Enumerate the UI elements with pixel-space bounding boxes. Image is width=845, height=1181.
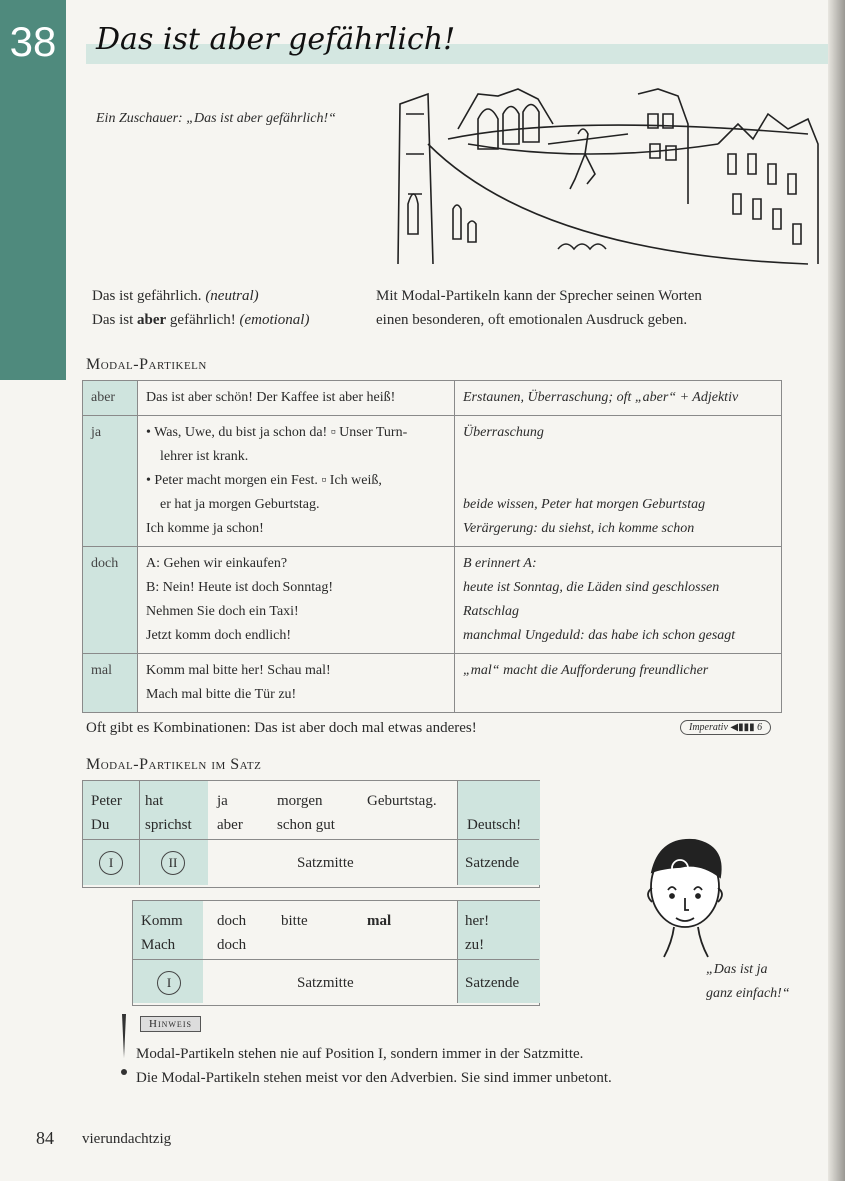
intro-line2-a: Das ist <box>92 312 137 328</box>
chapter-number: 38 <box>9 18 57 65</box>
example-line: Jetzt komm doch endlich! <box>146 628 292 643</box>
position-marker: I <box>157 971 181 995</box>
imperativ-reference-badge[interactable]: Imperativ ◀▮▮▮ 6 <box>680 720 771 735</box>
intro-left <box>92 284 309 332</box>
intro-line2-c: gefährlich! <box>166 312 240 328</box>
description-line: Überraschung <box>463 425 544 440</box>
satzmitte-label: Satzmitte <box>297 975 354 991</box>
page-number: 84 <box>36 1128 54 1148</box>
example-cell <box>138 547 455 654</box>
sentence-word: doch <box>217 913 247 929</box>
intro-right-line2: einen besonderen, oft emotionalen Ausdruck geben. <box>376 312 688 328</box>
intro-line2-note: (emotional) <box>239 312 310 328</box>
sentence-word: her! <box>465 913 490 929</box>
sentence-word: zu! <box>465 937 485 953</box>
sentence-word: aber <box>217 817 243 833</box>
section-heading-modal-partikeln: Modal-Partikeln <box>86 356 207 373</box>
particle-key: mal <box>83 654 138 713</box>
table-row <box>83 654 782 713</box>
description-line: Ratschlag <box>463 604 519 619</box>
intro-line2-b: aber <box>137 312 167 328</box>
sentence-word: ja <box>217 793 228 809</box>
speech-bubble-text <box>706 958 790 1006</box>
speech-line: ganz einfach!“ <box>706 986 790 1001</box>
sentence-word: schon gut <box>277 817 335 833</box>
example-line: • Was, Uwe, du bist ja schon da! ▫ Unser Turn- <box>146 425 408 440</box>
example-cell: Das ist aber schön! Der Kaffee ist aber heiß! <box>138 381 455 416</box>
sentence-word: Peter <box>91 793 122 809</box>
sentence-word: Deutsch! <box>467 817 522 833</box>
example-line: Mach mal bitte die Tür zu! <box>146 687 297 702</box>
satzmitte-label: Satzmitte <box>297 855 354 871</box>
sentence-word: mal <box>367 913 392 929</box>
table-row <box>83 381 782 416</box>
table-row <box>83 547 782 654</box>
intro-right-line1: Mit Modal-Partikeln kann der Sprecher seinen Worten <box>376 288 702 304</box>
sentence-word: morgen <box>277 793 323 809</box>
example-line: Ich komme ja schon! <box>146 521 264 536</box>
speech-line: „Das ist ja <box>706 962 768 977</box>
example-line: lehrer ist krank. <box>160 449 249 464</box>
exclamation-icon <box>112 1012 134 1082</box>
description-line: B erinnert A: <box>463 556 537 571</box>
hint-line-1: Modal-Partikeln stehen nie auf Position I, sondern immer in der Satzmitte. <box>136 1046 584 1062</box>
position-marker: II <box>161 851 185 875</box>
example-line: B: Nein! Heute ist doch Sonntag! <box>146 580 334 595</box>
sentence-word: bitte <box>281 913 308 929</box>
sentence-word: hat <box>145 793 164 809</box>
combination-note: Oft gibt es Kombinationen: Das ist aber doch mal etwas anderes! <box>86 720 477 736</box>
modal-particles-table <box>82 380 782 713</box>
example-line: er hat ja morgen Geburtstag. <box>160 497 320 512</box>
intro-line1-note: (neutral) <box>205 288 259 304</box>
sentence-word: Du <box>91 817 110 833</box>
hint-label: Hinweis <box>140 1016 201 1032</box>
sentence-word: doch <box>217 937 247 953</box>
intro-line1: Das ist gefährlich. <box>92 288 202 304</box>
page-number-word: vierundachtzig <box>82 1131 172 1147</box>
description-line: beide wissen, Peter hat morgen Geburtstag <box>463 497 706 512</box>
example-line: • Peter macht morgen ein Fest. ▫ Ich weiß, <box>146 473 382 488</box>
sentence-position-table-1 <box>82 780 540 888</box>
sentence-position-table-2 <box>132 900 540 1006</box>
intro-right <box>376 284 702 332</box>
description-cell <box>455 547 782 654</box>
example-line: A: Gehen wir einkaufen? <box>146 556 288 571</box>
description-cell: Erstaunen, Überraschung; oft „aber“ + Adjektiv <box>455 381 782 416</box>
tightrope-walker-illustration <box>388 84 823 274</box>
particle-key: ja <box>83 416 138 547</box>
illustration-caption: Ein Zuschauer: „Das ist aber gefährlich!“ <box>96 111 336 126</box>
sentence-word: Mach <box>141 937 176 953</box>
hint-text <box>136 1042 612 1090</box>
description-cell: „mal“ macht die Aufforderung freundlicher <box>455 654 782 713</box>
description-cell <box>455 416 782 547</box>
hint-line-2: Die Modal-Partikeln stehen meist vor den Adverbien. Sie sind immer unbetont. <box>136 1070 612 1086</box>
satzende-label: Satzende <box>465 855 520 871</box>
example-line: Komm mal bitte her! Schau mal! <box>146 663 331 678</box>
page-gutter-shadow <box>828 0 845 1181</box>
sentence-word: sprichst <box>145 817 192 833</box>
description-line: Verärgerung: du siehst, ich komme schon <box>463 521 695 536</box>
satzende-label: Satzende <box>465 975 520 991</box>
page-title: Das ist aber gefährlich! <box>96 22 456 57</box>
example-line: Nehmen Sie doch ein Taxi! <box>146 604 299 619</box>
description-line: manchmal Ungeduld: das habe ich schon gesagt <box>463 628 736 643</box>
particle-key: doch <box>83 547 138 654</box>
position-marker: I <box>99 851 123 875</box>
sentence-word: Komm <box>141 913 183 929</box>
particle-key: aber <box>83 381 138 416</box>
example-cell <box>138 654 455 713</box>
sentence-word: Geburtstag. <box>367 793 437 809</box>
description-line: heute ist Sonntag, die Läden sind geschlossen <box>463 580 720 595</box>
example-cell <box>138 416 455 547</box>
section-heading-satz: Modal-Partikeln im Satz <box>86 756 262 773</box>
table-row <box>83 416 782 547</box>
